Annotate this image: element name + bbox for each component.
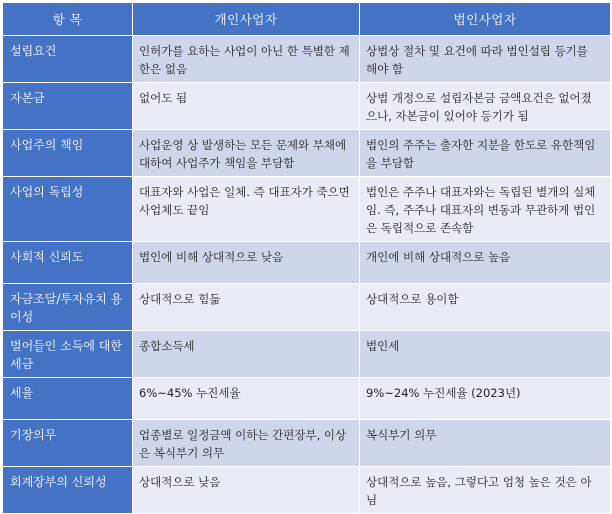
table-row [3, 83, 611, 130]
corporate-cell: 상대적으로 높음, 그렇다고 엄청 높은 것은 아님 [360, 467, 611, 514]
corporate-cell: 상대적으로 용이함 [360, 284, 611, 331]
corporate-cell: 상법 개정으로 설립자본금 금액요건은 없어졌으나, 자본금이 있어야 등기가 됨 [360, 83, 611, 130]
row-item-label: 사업주의 책임 [3, 130, 133, 177]
table-row [3, 378, 611, 420]
row-item-label: 기장의무 [3, 420, 133, 467]
table-row [3, 420, 611, 467]
comparison-table [2, 2, 611, 514]
row-item-label: 회계장부의 신뢰성 [3, 467, 133, 514]
header-individual: 개인사업자 [133, 3, 360, 36]
individual-cell: 6%~45% 누진세율 [133, 378, 360, 420]
table-row [3, 467, 611, 514]
header-corporate: 법인사업자 [360, 3, 611, 36]
corporate-cell: 법인의 주주는 출자한 지분을 한도로 유한책임을 부담함 [360, 130, 611, 177]
row-item-label: 자금조달/투자유치 용이성 [3, 284, 133, 331]
row-item-label: 사회적 신뢰도 [3, 242, 133, 284]
row-item-label: 벌어들인 소득에 대한 세금 [3, 331, 133, 378]
individual-cell: 없어도 됨 [133, 83, 360, 130]
individual-cell: 종합소득세 [133, 331, 360, 378]
corporate-cell: 상법상 절차 및 요건에 따라 법인설립 등기를 해야 함 [360, 36, 611, 83]
header-item: 항 목 [3, 3, 133, 36]
table-row [3, 242, 611, 284]
individual-cell: 법인에 비해 상대적으로 낮음 [133, 242, 360, 284]
individual-cell: 업종별로 일정금액 이하는 간편장부, 이상은 복식부기 의무 [133, 420, 360, 467]
individual-cell: 대표자와 사업은 일체. 즉 대표자가 죽으면 사업체도 끝임 [133, 177, 360, 242]
row-item-label: 설립요건 [3, 36, 133, 83]
table-row [3, 36, 611, 83]
table-row [3, 177, 611, 242]
individual-cell: 상대적으로 힘듦 [133, 284, 360, 331]
individual-cell: 상대적으로 낮음 [133, 467, 360, 514]
table-row [3, 130, 611, 177]
header-row [3, 3, 611, 36]
corporate-cell: 법인세 [360, 331, 611, 378]
corporate-cell: 9%~24% 누진세율 (2023년) [360, 378, 611, 420]
corporate-cell: 개인에 비해 상대적으로 높음 [360, 242, 611, 284]
row-item-label: 사업의 독립성 [3, 177, 133, 242]
table-row [3, 284, 611, 331]
corporate-cell: 복식부기 의무 [360, 420, 611, 467]
table-row [3, 331, 611, 378]
row-item-label: 자본금 [3, 83, 133, 130]
corporate-cell: 법인은 주주나 대표자와는 독립된 별개의 실체임. 즉, 주주나 대표자의 변동과 무관하게 법인은 독립적으로 존속함 [360, 177, 611, 242]
individual-cell: 사업운영 상 발생하는 모든 문제와 부채에 대하여 사업주가 책임을 부담함 [133, 130, 360, 177]
individual-cell: 인허가를 요하는 사업이 아닌 한 특별한 제한은 없음 [133, 36, 360, 83]
row-item-label: 세율 [3, 378, 133, 420]
